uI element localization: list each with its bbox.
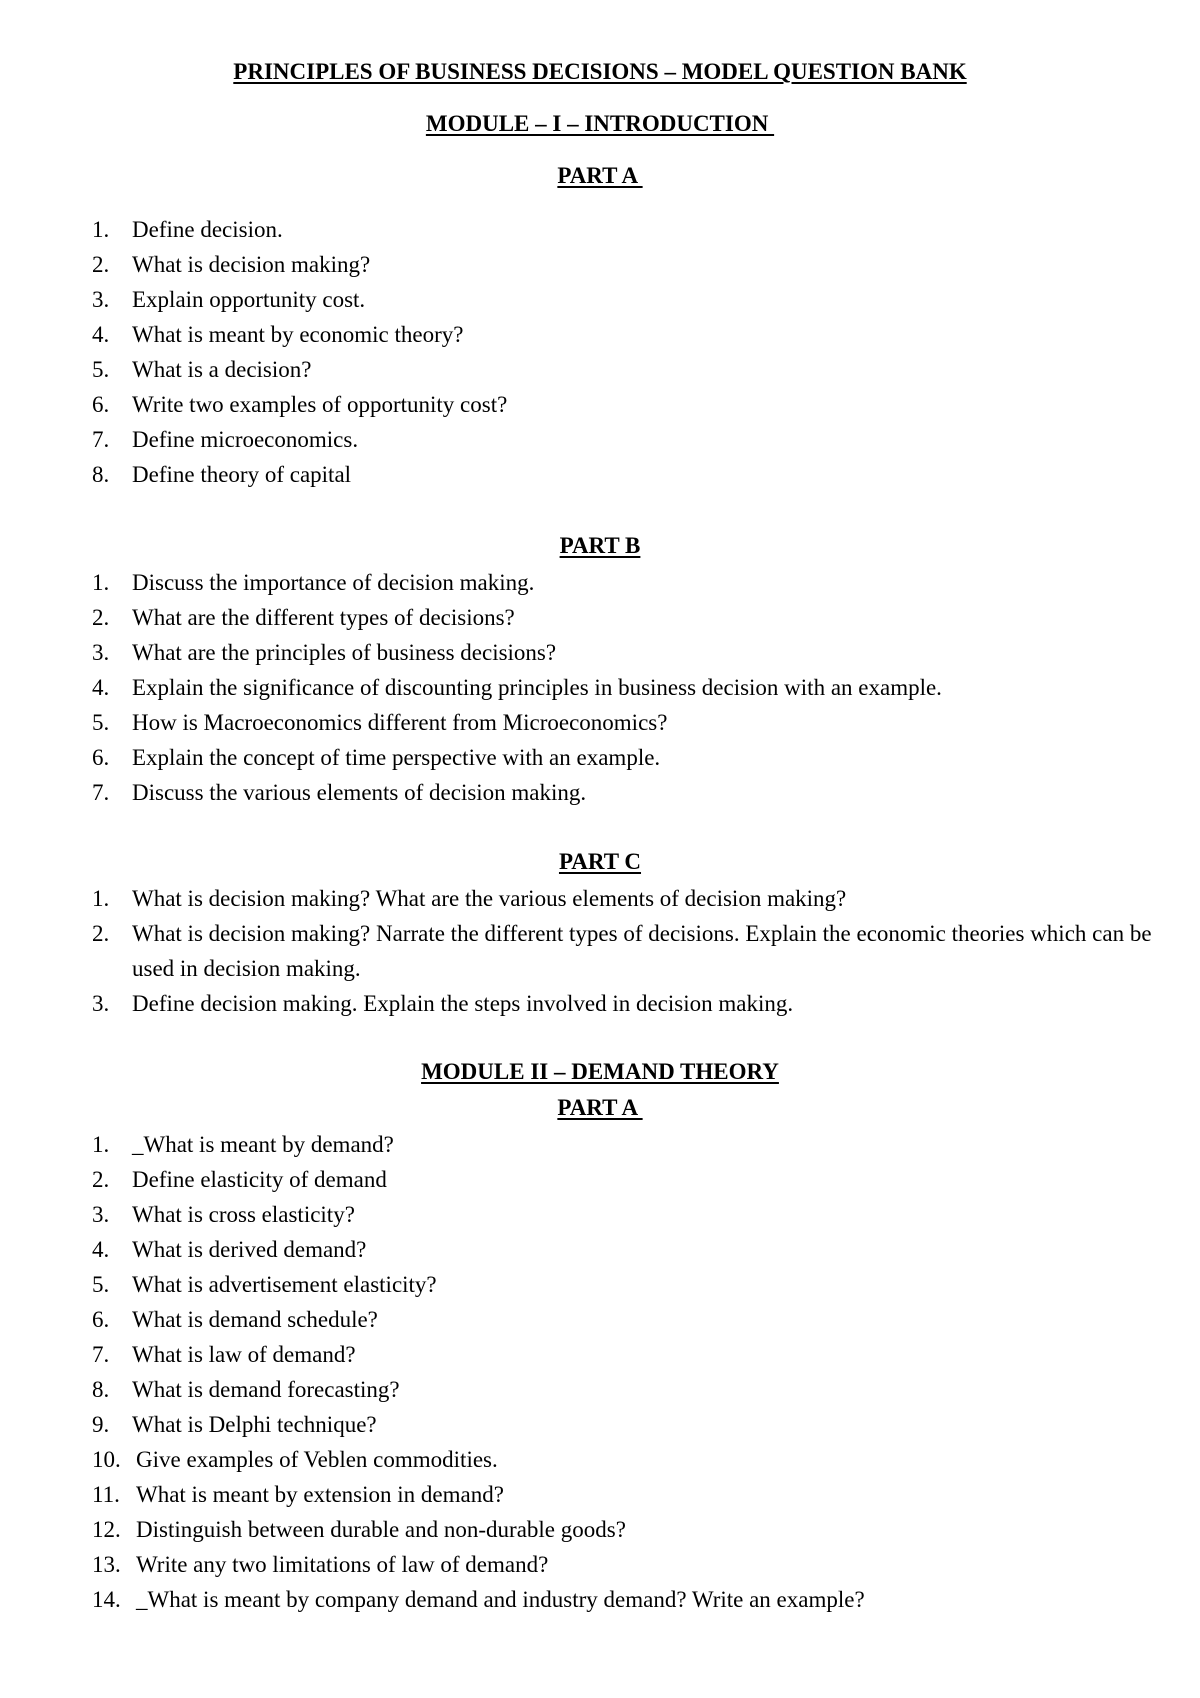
item-number: 13. xyxy=(92,1552,121,1577)
question-text: Discuss the various elements of decision making. xyxy=(132,780,587,805)
item-number: 6. xyxy=(92,1307,110,1332)
item-number: 14. xyxy=(92,1587,121,1612)
module-2-title: MODULE II – DEMAND THEORY xyxy=(421,1059,779,1084)
item-number: 7. xyxy=(92,427,110,452)
item-number: 3. xyxy=(92,640,110,665)
question-text: Distinguish between durable and non-durable goods? xyxy=(136,1517,626,1542)
list-item xyxy=(92,422,1172,457)
list-item xyxy=(92,1442,1172,1477)
question-text: Explain opportunity cost. xyxy=(132,287,366,312)
list-item xyxy=(92,1582,1172,1617)
list-item xyxy=(92,1162,1172,1197)
item-number: 11. xyxy=(92,1482,120,1507)
list-item xyxy=(92,1197,1172,1232)
item-number: 2. xyxy=(92,921,110,946)
item-number: 1. xyxy=(92,886,110,911)
item-number: 3. xyxy=(92,991,110,1016)
list-item xyxy=(92,635,1172,670)
question-text: What is decision making? xyxy=(132,252,371,277)
item-number: 1. xyxy=(92,217,110,242)
item-number: 8. xyxy=(92,462,110,487)
list-item xyxy=(92,352,1172,387)
question-text: Define decision making. Explain the steps involved in decision making. xyxy=(132,991,794,1016)
question-text: How is Macroeconomics different from Microeconomics? xyxy=(132,710,668,735)
question-text: Explain the concept of time perspective with an example. xyxy=(132,745,661,770)
question-text: Explain the significance of discounting principles in business decision with an example. xyxy=(132,675,942,700)
question-text: What is derived demand? xyxy=(132,1237,367,1262)
question-text: What is meant by economic theory? xyxy=(132,322,464,347)
list-item xyxy=(92,740,1172,775)
list-item xyxy=(92,1407,1172,1442)
question-text: What are the principles of business decisions? xyxy=(132,640,557,665)
item-number: 5. xyxy=(92,710,110,735)
item-number: 6. xyxy=(92,745,110,770)
list-item xyxy=(92,1127,1172,1162)
question-text: Define microeconomics. xyxy=(132,427,359,452)
question-text: _What is meant by demand? xyxy=(132,1132,394,1157)
question-text: Write any two limitations of law of demand? xyxy=(136,1552,549,1577)
question-text: What is Delphi technique? xyxy=(132,1412,377,1437)
list-item xyxy=(92,457,1172,492)
list-item xyxy=(92,1547,1172,1582)
question-text: What is decision making? What are the various elements of decision making? xyxy=(132,886,847,911)
question-text: What is decision making? Narrate the different types of decisions. Explain the economic theories which can be used in decision making. xyxy=(132,921,1152,981)
item-number: 5. xyxy=(92,1272,110,1297)
list-item xyxy=(92,1232,1172,1267)
list-item xyxy=(92,247,1172,282)
item-number: 2. xyxy=(92,1167,110,1192)
list-item xyxy=(92,1337,1172,1372)
list-item xyxy=(92,1267,1172,1302)
item-number: 4. xyxy=(92,322,110,347)
item-number: 5. xyxy=(92,357,110,382)
list-item xyxy=(92,775,1172,810)
list-item xyxy=(92,986,1172,1021)
list-item xyxy=(92,1477,1172,1512)
question-text: What is meant by extension in demand? xyxy=(136,1482,504,1507)
list-item xyxy=(92,705,1172,740)
list-item xyxy=(92,916,1172,986)
item-number: 1. xyxy=(92,1132,110,1157)
item-number: 3. xyxy=(92,287,110,312)
list-item xyxy=(92,881,1172,916)
module-2-part-a-list xyxy=(92,1127,1172,1617)
list-item xyxy=(92,1302,1172,1337)
item-number: 7. xyxy=(92,1342,110,1367)
list-item xyxy=(92,1512,1172,1547)
item-number: 3. xyxy=(92,1202,110,1227)
module-1-part-b-list xyxy=(92,565,1172,810)
document-title: PRINCIPLES OF BUSINESS DECISIONS – MODEL QUESTION BANK xyxy=(233,59,967,84)
item-number: 2. xyxy=(92,252,110,277)
item-number: 4. xyxy=(92,1237,110,1262)
module-1-part-a-list xyxy=(92,212,1172,492)
question-text: What is a decision? xyxy=(132,357,312,382)
list-item xyxy=(92,317,1172,352)
item-number: 12. xyxy=(92,1517,121,1542)
question-text: Give examples of Veblen commodities. xyxy=(136,1447,498,1472)
question-text: What is advertisement elasticity? xyxy=(132,1272,437,1297)
list-item xyxy=(92,670,1172,705)
question-text: What is demand schedule? xyxy=(132,1307,378,1332)
module-1-part-a-heading: PART A xyxy=(557,163,643,188)
module-2-part-a-heading: PART A xyxy=(557,1095,643,1120)
question-text: Write two examples of opportunity cost? xyxy=(132,392,508,417)
module-1-part-c-list xyxy=(92,881,1172,1021)
item-number: 2. xyxy=(92,605,110,630)
item-number: 4. xyxy=(92,675,110,700)
question-text: Define decision. xyxy=(132,217,283,242)
list-item xyxy=(92,282,1172,317)
question-text: What is demand forecasting? xyxy=(132,1377,400,1402)
list-item xyxy=(92,1372,1172,1407)
list-item xyxy=(92,387,1172,422)
item-number: 1. xyxy=(92,570,110,595)
item-number: 10. xyxy=(92,1447,121,1472)
module-1-part-c-heading: PART C xyxy=(558,849,642,874)
item-number: 9. xyxy=(92,1412,110,1437)
module-1-part-b-heading: PART B xyxy=(559,533,641,558)
question-text: What is cross elasticity? xyxy=(132,1202,355,1227)
question-text: _What is meant by company demand and industry demand? Write an example? xyxy=(136,1587,865,1612)
question-text: Define elasticity of demand xyxy=(132,1167,387,1192)
list-item xyxy=(92,565,1172,600)
item-number: 7. xyxy=(92,780,110,805)
item-number: 8. xyxy=(92,1377,110,1402)
question-text: What is law of demand? xyxy=(132,1342,356,1367)
module-1-title: MODULE – I – INTRODUCTION xyxy=(425,111,775,136)
list-item xyxy=(92,600,1172,635)
item-number: 6. xyxy=(92,392,110,417)
question-text: Define theory of capital xyxy=(132,462,352,487)
list-item xyxy=(92,212,1172,247)
question-text: Discuss the importance of decision making. xyxy=(132,570,535,595)
question-text: What are the different types of decisions? xyxy=(132,605,515,630)
